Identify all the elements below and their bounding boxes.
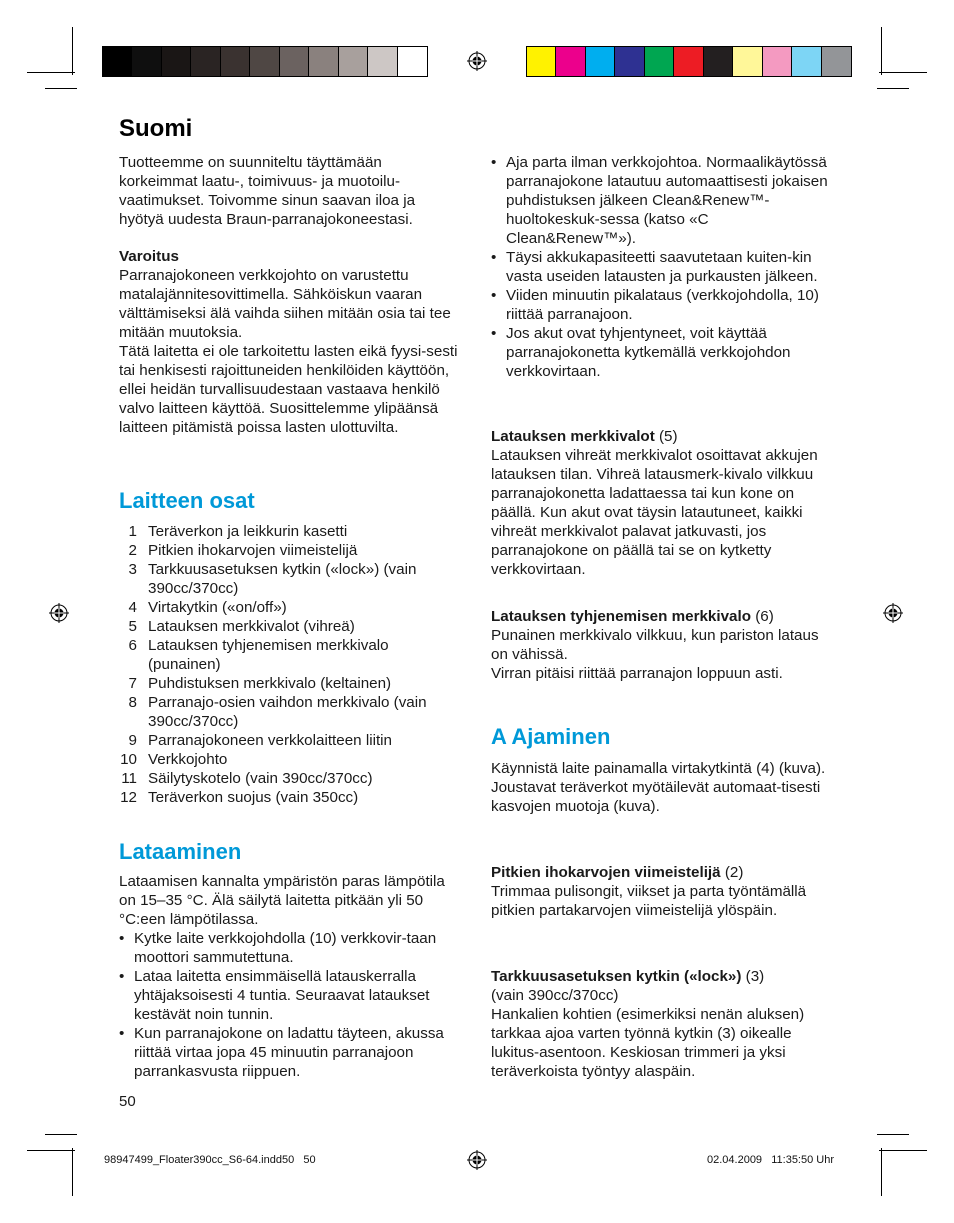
lock-heading: Tarkkuusasetuksen kytkin («lock»): [491, 968, 742, 985]
parts-list: [119, 522, 464, 807]
color-swatch: [309, 47, 338, 76]
crop-mark: [72, 27, 73, 75]
color-swatch: [763, 47, 792, 76]
color-swatch: [527, 47, 556, 76]
color-swatch: [103, 47, 132, 76]
color-swatch: [704, 47, 733, 76]
crop-mark: [881, 27, 882, 75]
parts-list-item: [119, 541, 464, 560]
crop-mark: [877, 1134, 909, 1135]
parts-item-number: 7: [128, 675, 137, 692]
parts-list-container: [119, 522, 464, 807]
trimmer-heading-line: [491, 863, 836, 882]
cmyk-color-bar: [526, 46, 852, 77]
bullet-item: • Aja parta ilman verkkojohtoa. Normaalikäytössä parranajokone latautuu automaattisesti jokaisen puhdistuksen jälkeen Clean&Renew™-huoltokeskuk-sessa (katso «C Clean&Renew™»).: [491, 153, 836, 248]
crop-mark: [45, 88, 77, 89]
registration-mark-icon: [467, 1150, 487, 1170]
parts-list-item: [119, 598, 464, 617]
parts-heading: Laitteen osat: [119, 488, 255, 513]
shaving-paragraph-2: Joustavat teräverkot myötäilevät automaat-tisesti kasvojen muotoja (kuva).: [491, 779, 821, 815]
grayscale-color-bar: [102, 46, 428, 77]
color-swatch: [191, 47, 220, 76]
charge-lights-heading: Latauksen merkkivalot: [491, 428, 655, 445]
crop-mark: [72, 1148, 73, 1196]
crop-mark: [879, 72, 927, 73]
trimmer-text: Trimmaa pulisongit, viikset ja parta työntämällä pitkien partakarvojen viimeistelijä ylöspäin.: [491, 883, 807, 919]
color-swatch: [250, 47, 279, 76]
lock-ref: (3): [741, 968, 765, 985]
parts-list-item: [119, 788, 464, 807]
color-swatch: [339, 47, 368, 76]
parts-item-number: 2: [128, 542, 137, 559]
parts-list-item: [119, 693, 464, 731]
parts-item-text: Verkkojohto: [148, 751, 228, 768]
crop-mark: [879, 1150, 927, 1151]
parts-item-number: 6: [128, 637, 137, 654]
charging-bullets-left: [119, 929, 454, 1081]
parts-list-item: [119, 674, 464, 693]
crop-mark: [27, 1150, 75, 1151]
color-swatch: [221, 47, 250, 76]
lock-subtitle: (vain 390cc/370cc): [491, 987, 619, 1004]
parts-item-number: 11: [121, 770, 137, 787]
parts-item-number: 8: [128, 694, 137, 711]
parts-item-number: 4: [128, 599, 137, 616]
bullet-item: • Täysi akkukapasiteetti saavutetaan kuiten-kin vasta useiden latausten ja purkausten jälkeen.: [491, 248, 836, 286]
parts-item-text: Latauksen merkkivalot (vihreä): [148, 618, 355, 635]
charging-heading: Lataaminen: [119, 839, 242, 864]
bullet-item: • Kun parranajokone on ladattu täyteen, akussa riittää virtaa jopa 45 minuutin parranajoon parrankasvusta riippuen.: [119, 1024, 454, 1081]
charge-lights-heading-line: [491, 427, 836, 446]
charge-lights-text: Latauksen vihreät merkkivalot osoittavat akkujen latauksen tilan. Vihreä latausmerk-kivalo vilkkuu parranajokonetta ladattaessa tai kun kone on päällä. Kun akut ovat täysin latautuneet, kaikki vihreät merkkivalot palavat jatkuvasti, jos parranajokone on päällä tai se on kytketty verkkovirtaan.: [491, 447, 818, 578]
crop-mark: [877, 88, 909, 89]
charge-lights-section: [491, 427, 836, 579]
parts-list-item: [119, 560, 464, 598]
parts-list-item: [119, 731, 464, 750]
low-light-heading-line: [491, 607, 836, 626]
parts-item-text: Säilytyskotelo (vain 390cc/370cc): [148, 770, 373, 787]
registration-mark-icon: [49, 603, 69, 623]
charging-intro: Lataamisen kannalta ympäristön paras lämpötila on 15–35 °C. Älä säilytä laitetta pitkään yli 50 °C:een lämpötilassa.: [119, 873, 445, 928]
parts-list-item: [119, 636, 464, 674]
parts-item-number: 12: [120, 789, 137, 806]
parts-item-text: Puhdistuksen merkkivalo (keltainen): [148, 675, 392, 692]
color-swatch: [645, 47, 674, 76]
charging-right-section: [491, 153, 836, 381]
trimmer-ref: (2): [720, 864, 744, 881]
bullet-item: • Lataa laitetta ensimmäisellä latauskerralla yhtäjaksoisesti 4 tuntia. Seuraavat lataukset kestävät noin tunnin.: [119, 967, 454, 1024]
shaving-heading: A Ajaminen: [491, 724, 611, 749]
low-light-text-2: Virran pitäisi riittää parranajon loppuun asti.: [491, 665, 783, 682]
parts-item-number: 1: [128, 523, 137, 540]
parts-list-item: [119, 750, 464, 769]
color-swatch: [822, 47, 851, 76]
intro-text: Tuotteemme on suunniteltu täyttämään korkeimmat laatu-, toimivuus- ja muotoilu-vaatimukset. Toivomme sinun saavan iloa ja hyötyä uudesta Braun-parranajokoneestasi.: [119, 154, 416, 228]
parts-item-text: Teräverkon ja leikkurin kasetti: [148, 523, 348, 540]
bullet-item: • Jos akut ovat tyhjentyneet, voit käyttää parranajokonetta kytkemällä verkkojohdon verkkovirtaan.: [491, 324, 836, 381]
bullet-item: • Kytke laite verkkojohdolla (10) verkkovir-taan moottori sammutettuna.: [119, 929, 454, 967]
color-swatch: [556, 47, 585, 76]
parts-item-text: Pitkien ihokarvojen viimeistelijä: [148, 542, 358, 559]
parts-item-text: Parranajokoneen verkkolaitteen liitin: [148, 732, 392, 749]
lock-section: [491, 967, 836, 1081]
color-swatch: [674, 47, 703, 76]
parts-item-number: 10: [120, 751, 137, 768]
footer-file-info: 98947499_Floater390cc_S6-64.indd50 50: [104, 1154, 316, 1166]
warning-paragraph-1: Parranajokoneen verkkojohto on varustettu matalajännitesovittimella. Sähköiskun vaaran välttämiseksi älä vaihda siihen mitään osia tai tee mitään muutoksia.: [119, 267, 451, 341]
intro-paragraph: [119, 153, 449, 229]
trimmer-heading: Pitkien ihokarvojen viimeistelijä: [491, 864, 721, 881]
color-swatch: [280, 47, 309, 76]
charging-bullets-right: [491, 153, 836, 381]
registration-mark-icon: [883, 603, 903, 623]
low-light-text-1: Punainen merkkivalo vilkkuu, kun pariston lataus on vähissä.: [491, 627, 819, 663]
crop-mark: [27, 72, 75, 73]
parts-item-number: 3: [128, 561, 137, 578]
parts-list-item: [119, 617, 464, 636]
color-swatch: [162, 47, 191, 76]
shaving-paragraph-1: Käynnistä laite painamalla virtakytkintä (4) (kuva).: [491, 760, 826, 777]
color-swatch: [368, 47, 397, 76]
parts-list-item: [119, 769, 464, 788]
parts-item-text: Tarkkuusasetuksen kytkin («lock») (vain 390cc/370cc): [148, 561, 417, 597]
color-swatch: [586, 47, 615, 76]
shaving-section: [491, 759, 836, 816]
parts-item-number: 5: [128, 618, 137, 635]
crop-mark: [45, 1134, 77, 1135]
low-light-ref: (6): [751, 608, 774, 625]
parts-item-text: Teräverkon suojus (vain 350cc): [148, 789, 359, 806]
warning-paragraph-2: Tätä laitetta ei ole tarkoitettu lasten eikä fyysi-sesti tai henkisesti rajoittuneiden henkilöiden käyttöön, ellei heidän turvallisuudestaan vastaava henkilö valvo laitteen käyttöä. Suosittelemme ylipäänsä laitteen pitämistä poissa lasten ulottuvilta.: [119, 343, 458, 436]
warning-section: [119, 247, 464, 437]
color-swatch: [792, 47, 821, 76]
crop-mark: [881, 1148, 882, 1196]
low-light-section: [491, 607, 836, 683]
parts-list-item: [119, 522, 464, 541]
lock-heading-line: [491, 967, 836, 986]
color-swatch: [132, 47, 161, 76]
page-title: Suomi: [119, 115, 193, 142]
parts-item-number: 9: [128, 732, 137, 749]
low-light-heading: Latauksen tyhjenemisen merkkivalo: [491, 608, 751, 625]
bullet-item: • Viiden minuutin pikalataus (verkkojohdolla, 10) riittää parranajoon.: [491, 286, 836, 324]
charging-left-section: [119, 872, 454, 1081]
color-swatch: [615, 47, 644, 76]
parts-item-text: Parranajo-osien vaihdon merkkivalo (vain 390cc/370cc): [148, 694, 427, 730]
trimmer-section: [491, 863, 836, 920]
color-swatch: [733, 47, 762, 76]
parts-item-text: Virtakytkin («on/off»): [148, 599, 287, 616]
page-number: 50: [119, 1093, 136, 1110]
warning-heading: Varoitus: [119, 248, 179, 265]
parts-item-text: Latauksen tyhjenemisen merkkivalo (punainen): [148, 637, 389, 673]
color-swatch: [398, 47, 427, 76]
footer-date: 02.04.2009 11:35:50 Uhr: [707, 1154, 835, 1166]
charge-lights-ref: (5): [654, 428, 678, 445]
lock-text: Hankalien kohtien (esimerkiksi nenän aluksen) tarkkaa ajoa varten työnnä kytkin (3) oikealle lukitus-asentoon. Keskiosan trimmeri ja yksi teräverkoista työntyy alaspäin.: [491, 1006, 805, 1080]
registration-mark-icon: [467, 51, 487, 71]
